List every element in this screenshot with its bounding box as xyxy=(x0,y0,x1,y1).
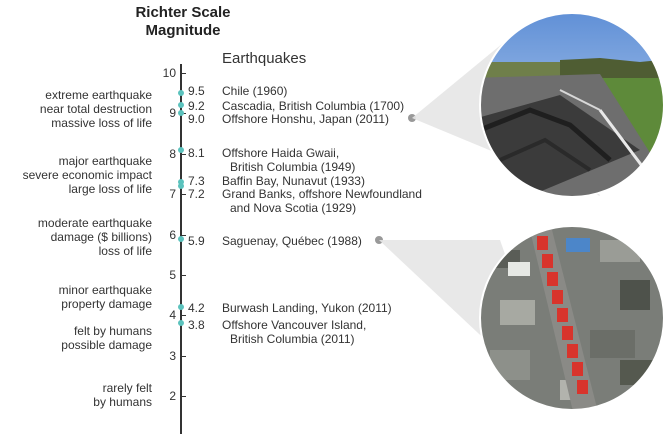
impact-description-line: extreme earthquake xyxy=(45,88,152,102)
magnitude-value: 7.3 xyxy=(188,174,205,188)
impact-description-line: possible damage xyxy=(61,338,152,352)
earthquake-name-line: Saguenay, Québec (1988) xyxy=(222,234,362,248)
tick-label-3: 3 xyxy=(169,348,176,363)
tick-label-2: 2 xyxy=(169,389,176,404)
impact-description-line: large loss of life xyxy=(68,182,152,196)
impact-description-line: felt by humans xyxy=(73,324,152,338)
impact-description-line: major earthquake xyxy=(58,154,152,168)
earthquake-name-line: British Columbia (1949) xyxy=(230,160,356,174)
earthquake-name-line: British Columbia (2011) xyxy=(230,332,355,346)
tick-label-7: 7 xyxy=(169,187,176,202)
road-damage-photo xyxy=(470,10,670,210)
impact-description-line: loss of life xyxy=(98,244,152,258)
earthquake-name-line: Chile (1960) xyxy=(222,84,288,98)
magnitude-value: 9.0 xyxy=(188,112,205,126)
earthquake-name-line: Burwash Landing, Yukon (2011) xyxy=(222,301,392,315)
tick-label-9: 9 xyxy=(169,106,176,121)
tick-label-5: 5 xyxy=(169,268,176,282)
earthquake-name-line: Offshore Vancouver Island, xyxy=(222,318,367,332)
title-line-1: Richter Scale xyxy=(135,4,231,21)
impact-description-line: minor earthquake xyxy=(58,283,152,297)
magnitude-value: 7.2 xyxy=(188,187,205,201)
magnitude-value: 8.1 xyxy=(188,146,205,160)
impact-description-line: moderate earthquake xyxy=(37,216,152,230)
tick-label-6: 6 xyxy=(169,227,176,242)
tick-label-4: 4 xyxy=(169,308,176,323)
impact-description-line: by humans xyxy=(93,395,152,409)
earthquake-name-line: and Nova Scotia (1929) xyxy=(230,201,357,215)
impact-description-line: massive loss of life xyxy=(51,116,152,130)
impact-description-line: property damage xyxy=(61,297,152,311)
impact-description-line: near total destruction xyxy=(39,102,152,116)
earthquake-name-line: Cascadia, British Columbia (1700) xyxy=(222,99,405,113)
magnitude-value: 3.8 xyxy=(188,318,205,332)
earthquake-name-line: Offshore Honshu, Japan (2011) xyxy=(222,112,389,126)
tick-label-8: 8 xyxy=(169,146,176,161)
earthquake-name-line: Baffin Bay, Nunavut (1933) xyxy=(222,174,365,188)
earthquake-name-line: Offshore Haida Gwaii, xyxy=(222,146,340,160)
title-line-2: Magnitude xyxy=(145,22,221,39)
impact-description-line: damage ($ billions) xyxy=(50,230,152,244)
earthquake-name-line: Grand Banks, offshore Newfoundland xyxy=(222,187,422,201)
magnitude-value: 5.9 xyxy=(188,234,205,248)
impact-description-line: severe economic impact xyxy=(22,168,152,182)
magnitude-value: 9.2 xyxy=(188,99,205,113)
tick-label-10: 10 xyxy=(162,66,176,80)
earthquakes-heading: Earthquakes xyxy=(222,50,307,67)
magnitude-value: 4.2 xyxy=(188,301,205,315)
impact-description-line: rarely felt xyxy=(102,381,152,395)
magnitude-value: 9.5 xyxy=(188,84,205,98)
